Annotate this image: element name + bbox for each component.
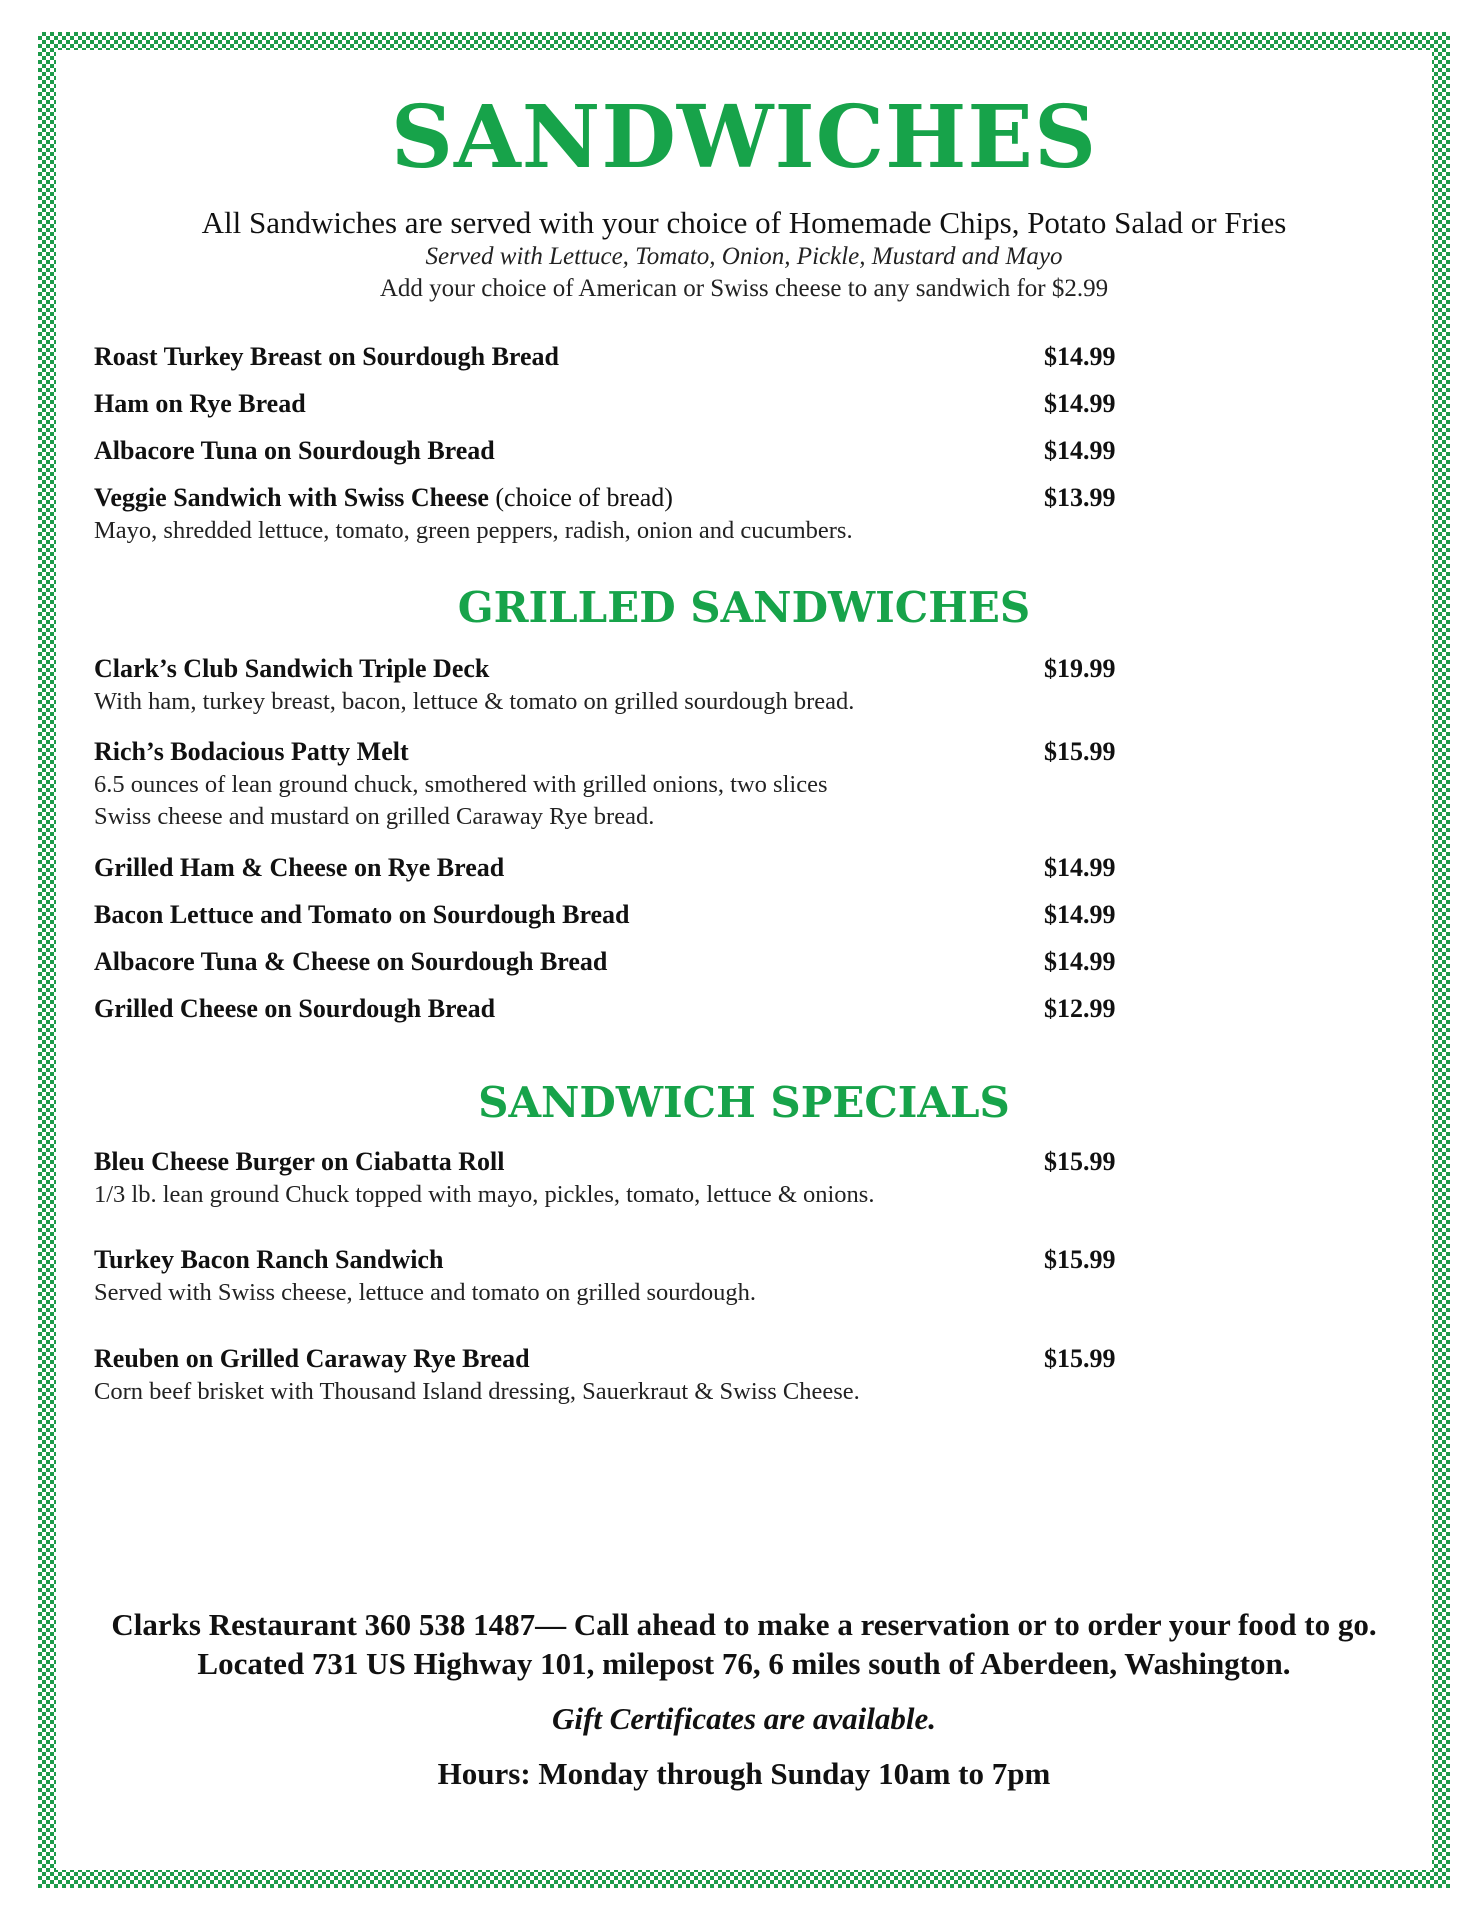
footer-contact: Clarks Restaurant 360 538 1487— Call ahead to make a reservation or to order your food to go.	[111, 1607, 1377, 1642]
item-price: $15.99	[1044, 1245, 1116, 1274]
menu-item	[94, 992, 1154, 1026]
item-description: Served with Swiss cheese, lettuce and tomato on grilled sourdough.	[94, 1279, 757, 1306]
menu-item	[94, 1243, 1154, 1309]
item-name: Ham on Rye Bread	[94, 389, 306, 418]
item-name: Clark’s Club Sandwich Triple Deck	[94, 654, 490, 683]
item-description: 6.5 ounces of lean ground chuck, smothered with grilled onions, two slices Swiss cheese and mustard on grilled Caraway Rye bread.	[94, 771, 828, 830]
menu-item	[94, 735, 1154, 833]
item-price: $12.99	[1044, 994, 1116, 1023]
item-price: $14.99	[1044, 900, 1116, 929]
section-heading-grilled: GRILLED SANDWICHES	[457, 583, 1031, 632]
item-name: Bleu Cheese Burger on Ciabatta Roll	[94, 1147, 505, 1176]
item-price: $15.99	[1044, 1147, 1116, 1176]
item-price: $14.99	[1044, 947, 1116, 976]
item-description: Corn beef brisket with Thousand Island dressing, Sauerkraut & Swiss Cheese.	[94, 1378, 860, 1405]
item-name: Reuben on Grilled Caraway Rye Bread	[94, 1344, 530, 1373]
cheese-addon-note: Add your choice of American or Swiss cheese to any sandwich for $2.99	[379, 275, 1109, 302]
item-price: $14.99	[1044, 853, 1116, 882]
menu-item	[94, 434, 1154, 468]
item-name: Turkey Bacon Ranch Sandwich	[94, 1245, 444, 1274]
footer-gift-certificates: Gift Certificates are available.	[552, 1701, 936, 1736]
menu-item	[94, 945, 1154, 979]
section-heading-specials: SANDWICH SPECIALS	[478, 1078, 1010, 1127]
item-name-text: Veggie Sandwich with Swiss Cheese	[94, 483, 489, 512]
item-note: (choice of bread)	[488, 483, 673, 512]
menu-item	[94, 851, 1154, 885]
item-name: Albacore Tuna & Cheese on Sourdough Bread	[94, 947, 608, 976]
item-name	[94, 483, 673, 512]
sides-note: All Sandwiches are served with your choice of Homemade Chips, Potato Salad or Fries	[201, 205, 1287, 240]
item-price: $15.99	[1044, 737, 1116, 766]
menu-item	[94, 1342, 1154, 1408]
footer-hours: Hours: Monday through Sunday 10am to 7pm	[437, 1756, 1051, 1791]
menu-item	[94, 481, 1154, 547]
item-name: Albacore Tuna on Sourdough Bread	[94, 436, 495, 465]
menu-item	[94, 340, 1154, 374]
menu-title: SANDWICHES	[390, 87, 1098, 188]
item-price: $14.99	[1044, 389, 1116, 418]
item-name: Roast Turkey Breast on Sourdough Bread	[94, 342, 559, 371]
item-price: $13.99	[1044, 483, 1116, 512]
menu-item	[94, 1145, 1154, 1211]
item-name: Bacon Lettuce and Tomato on Sourdough Bread	[94, 900, 630, 929]
item-price: $19.99	[1044, 654, 1116, 683]
menu-item	[94, 652, 1154, 718]
condiments-note: Served with Lettuce, Tomato, Onion, Pickle, Mustard and Mayo	[425, 243, 1063, 270]
item-price: $15.99	[1044, 1344, 1116, 1373]
item-description: Mayo, shredded lettuce, tomato, green peppers, radish, onion and cucumbers.	[94, 517, 853, 544]
footer-location: Located 731 US Highway 101, milepost 76, 6 miles south of Aberdeen, Washington.	[197, 1646, 1291, 1681]
item-name: Grilled Ham & Cheese on Rye Bread	[94, 853, 505, 882]
menu-item	[94, 898, 1154, 932]
item-description: With ham, turkey breast, bacon, lettuce & tomato on grilled sourdough bread.	[94, 688, 855, 715]
menu-item	[94, 387, 1154, 421]
item-name: Grilled Cheese on Sourdough Bread	[94, 994, 496, 1023]
item-price: $14.99	[1044, 436, 1116, 465]
item-name: Rich’s Bodacious Patty Melt	[94, 737, 409, 766]
item-description: 1/3 lb. lean ground Chuck topped with mayo, pickles, tomato, lettuce & onions.	[94, 1181, 875, 1208]
item-price: $14.99	[1044, 342, 1116, 371]
